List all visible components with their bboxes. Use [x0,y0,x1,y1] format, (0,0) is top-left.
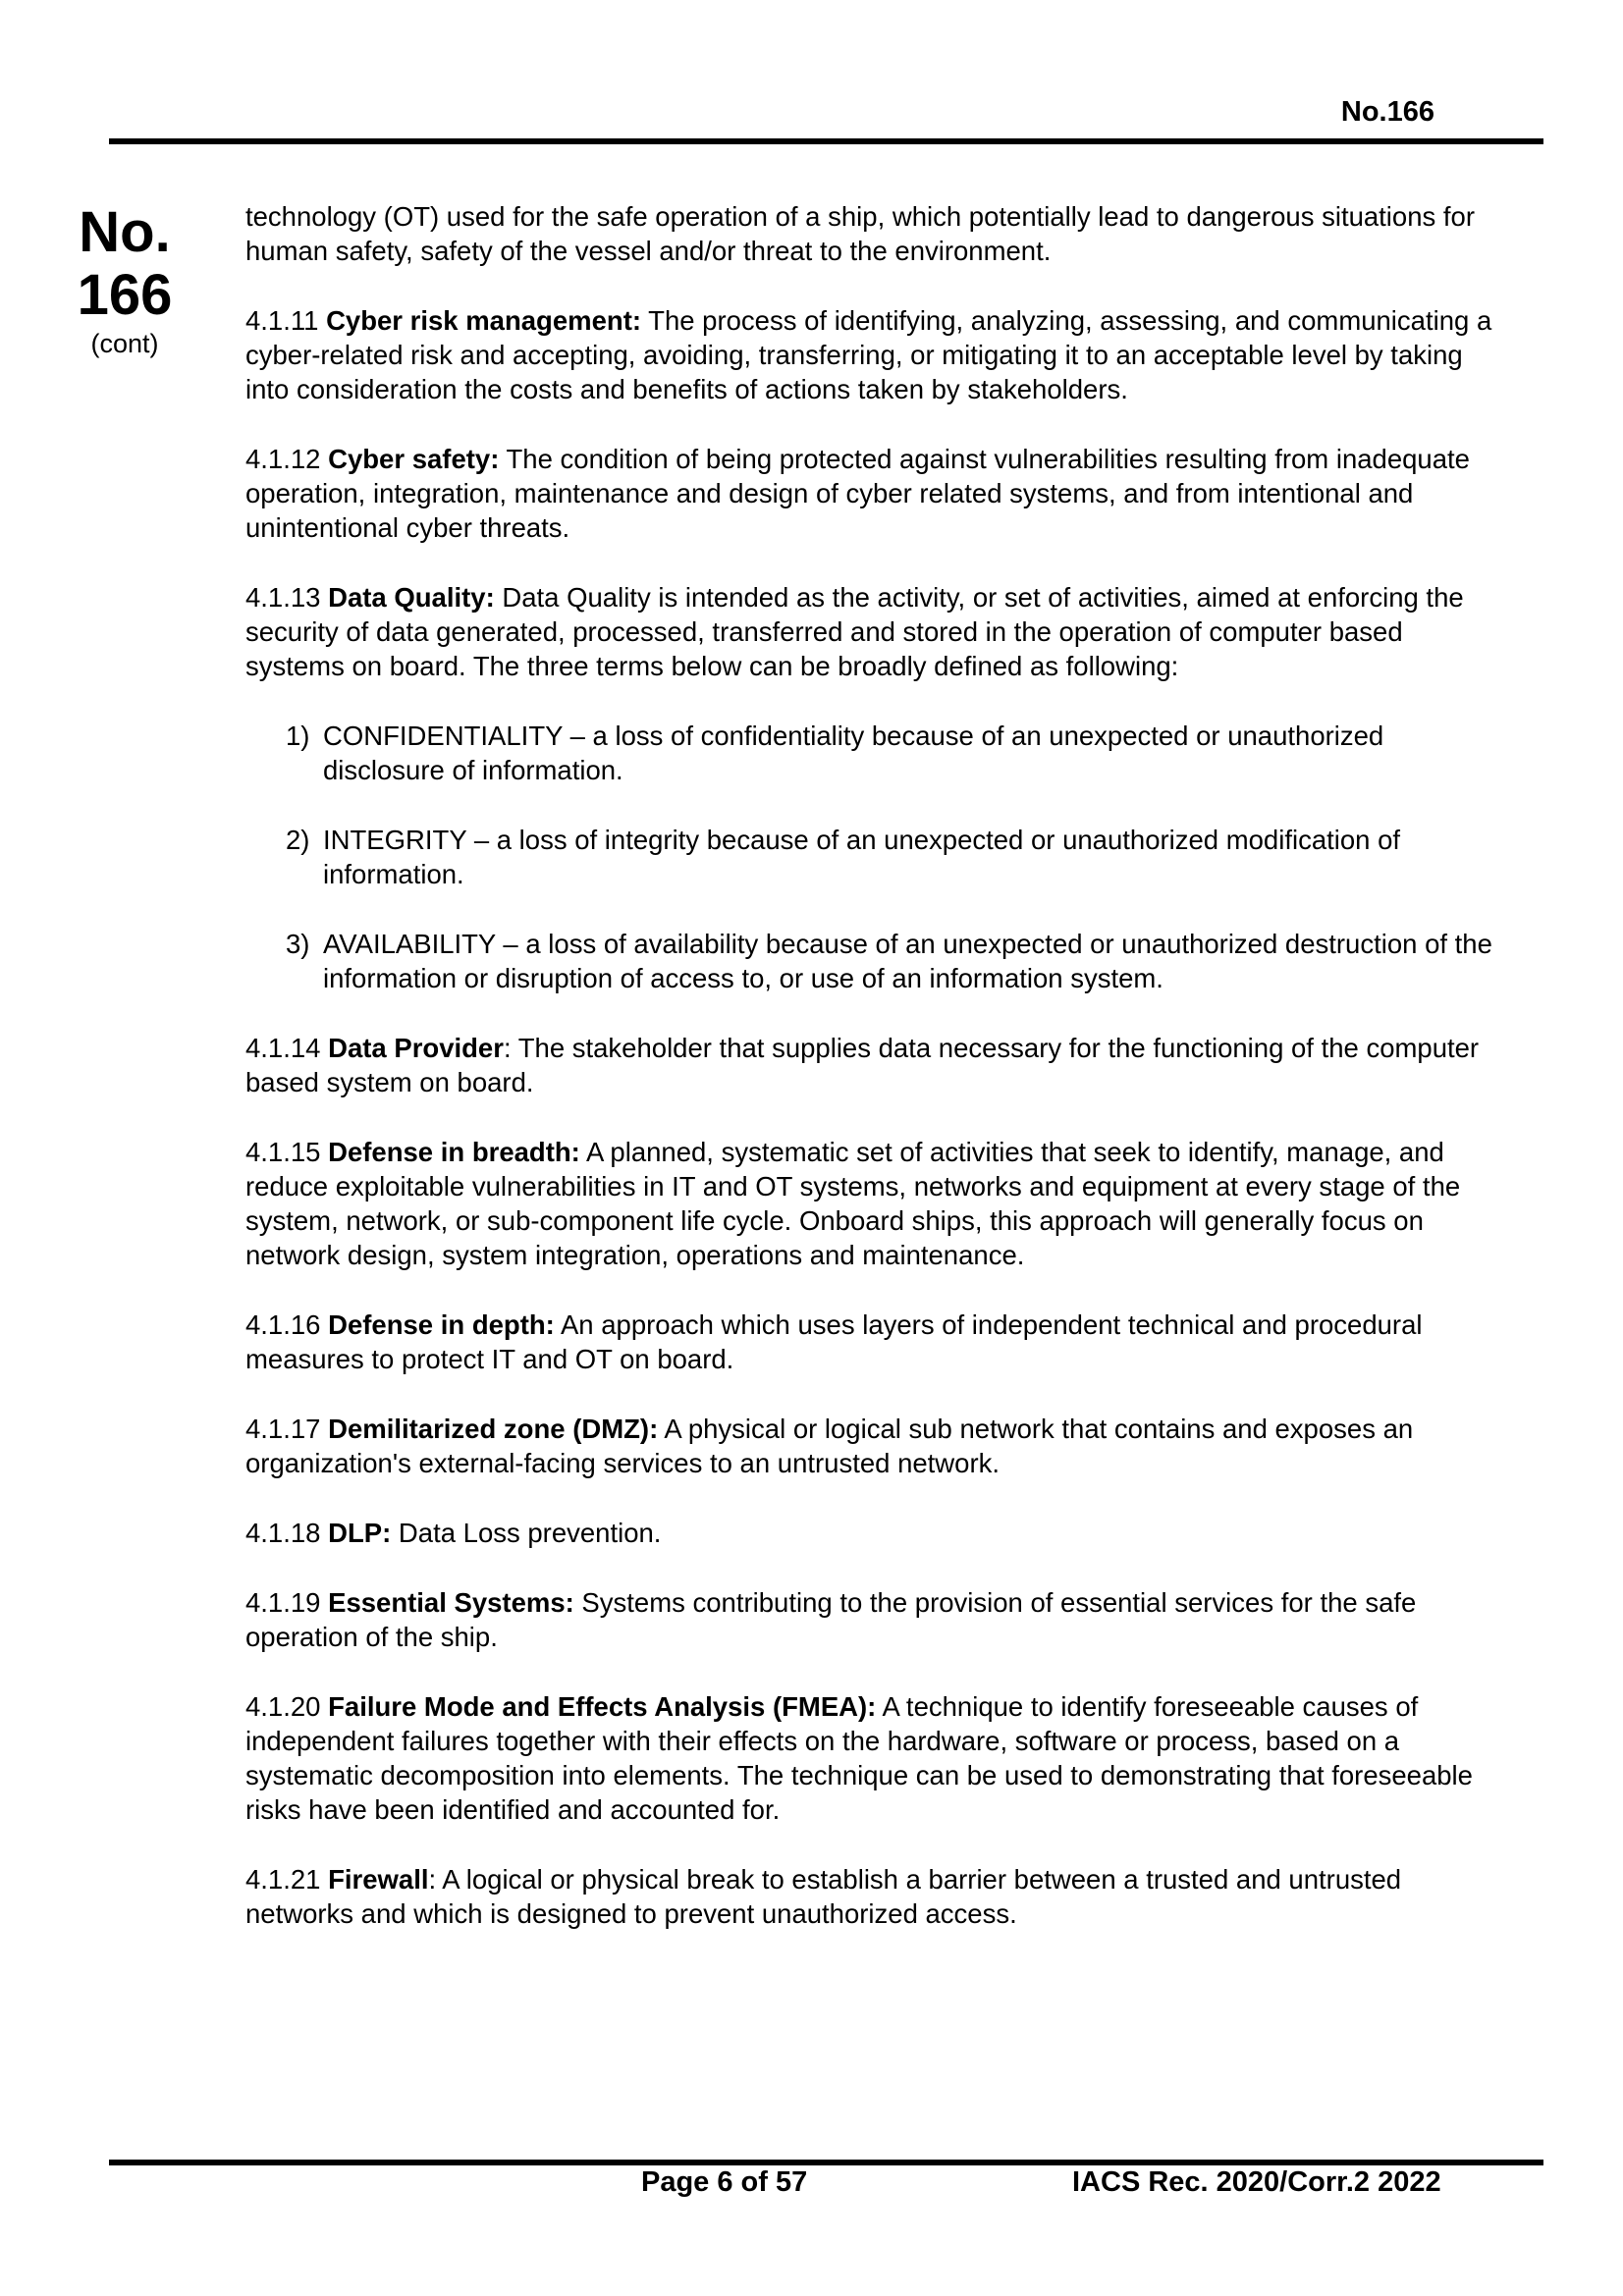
list-item: 3) AVAILABILITY – a loss of availability because of an unexpected or unauthorized destruction of the information or disruption of access to, or use of an information system. [286,929,1492,993]
intro-paragraph: technology (OT) used for the safe operation of a ship, which potentially lead to dangerous situations for human safety, safety of the vessel and/or threat to the environment. [245,201,1475,266]
footer-rec-id: IACS Rec. 2020/Corr.2 2022 [1072,2166,1441,2198]
definition-4-1-15: 4.1.15 Defense in breadth: A planned, systematic set of activities that seek to identify, manage, and reduce exploitable vulnerabilities in IT and OT systems, networks and equipment at every stage of the system, network, or sub-component life cycle. Onboard ships, this approach will generally focus on network design, system integration, operations and maintenance. [245,1137,1461,1270]
definition-4-1-18: 4.1.18 DLP: Data Loss prevention. [245,1518,662,1548]
definition-4-1-17: 4.1.17 Demilitarized zone (DMZ): A physical or logical sub network that contains and exposes an organization's external-facing services to an untrusted network. [245,1414,1414,1478]
sidebar-no: No. [79,200,171,264]
list-item: 2) INTEGRITY – a loss of integrity because of an unexpected or unauthorized modification of information. [286,825,1401,889]
sidebar-doc-label [71,202,179,359]
sidebar-cont: (cont) [90,329,159,358]
sidebar-number: 166 [77,263,173,327]
footer-page-number: Page 6 of 57 [641,2166,808,2198]
definition-4-1-20: 4.1.20 Failure Mode and Effects Analysis (FMEA): A technique to identify foreseeable causes of independent failures together with their effects on the hardware, software or process, based on a systematic decomposition into elements. The technique can be used to demonstrating that foreseeable risks have been identified and accounted for. [245,1691,1473,1825]
definition-4-1-19: 4.1.19 Essential Systems: Systems contributing to the provision of essential services for the safe operation of the ship. [245,1587,1417,1652]
document-body [245,199,1507,1966]
definition-4-1-12: 4.1.12 Cyber safety: The condition of being protected against vulnerabilities resulting from inadequate operation, integration, maintenance and design of cyber related systems, and from intentional and unintentional cyber threats. [245,444,1470,543]
footer-rule [109,2160,1543,2165]
header-doc-number: No.166 [1340,96,1434,128]
definition-4-1-21: 4.1.21 Firewall: A logical or physical break to establish a barrier between a trusted and untrusted networks and which is designed to prevent unauthorized access. [245,1864,1402,1929]
definition-4-1-16: 4.1.16 Defense in depth: An approach which uses layers of independent technical and procedural measures to protect IT and OT on board. [245,1309,1423,1374]
data-quality-list [245,719,1507,995]
definition-4-1-13: 4.1.13 Data Quality: Data Quality is intended as the activity, or set of activities, aimed at enforcing the security of data generated, processed, transferred and stored in the operation of computer based systems on board. The three terms below can be broadly defined as following: [245,582,1464,681]
definition-4-1-11: 4.1.11 Cyber risk management: The process of identifying, analyzing, assessing, and communicating a cyber-related risk and accepting, avoiding, transferring, or mitigating it to an acceptable level by taking into consideration the costs and benefits of actions taken by stakeholders. [245,305,1492,404]
definition-4-1-14: 4.1.14 Data Provider: The stakeholder that supplies data necessary for the functioning of the computer based system on board. [245,1033,1480,1097]
header-rule [109,138,1543,144]
list-item: 1) CONFIDENTIALITY – a loss of confidentiality because of an unexpected or unauthorized disclosure of information. [286,721,1384,785]
